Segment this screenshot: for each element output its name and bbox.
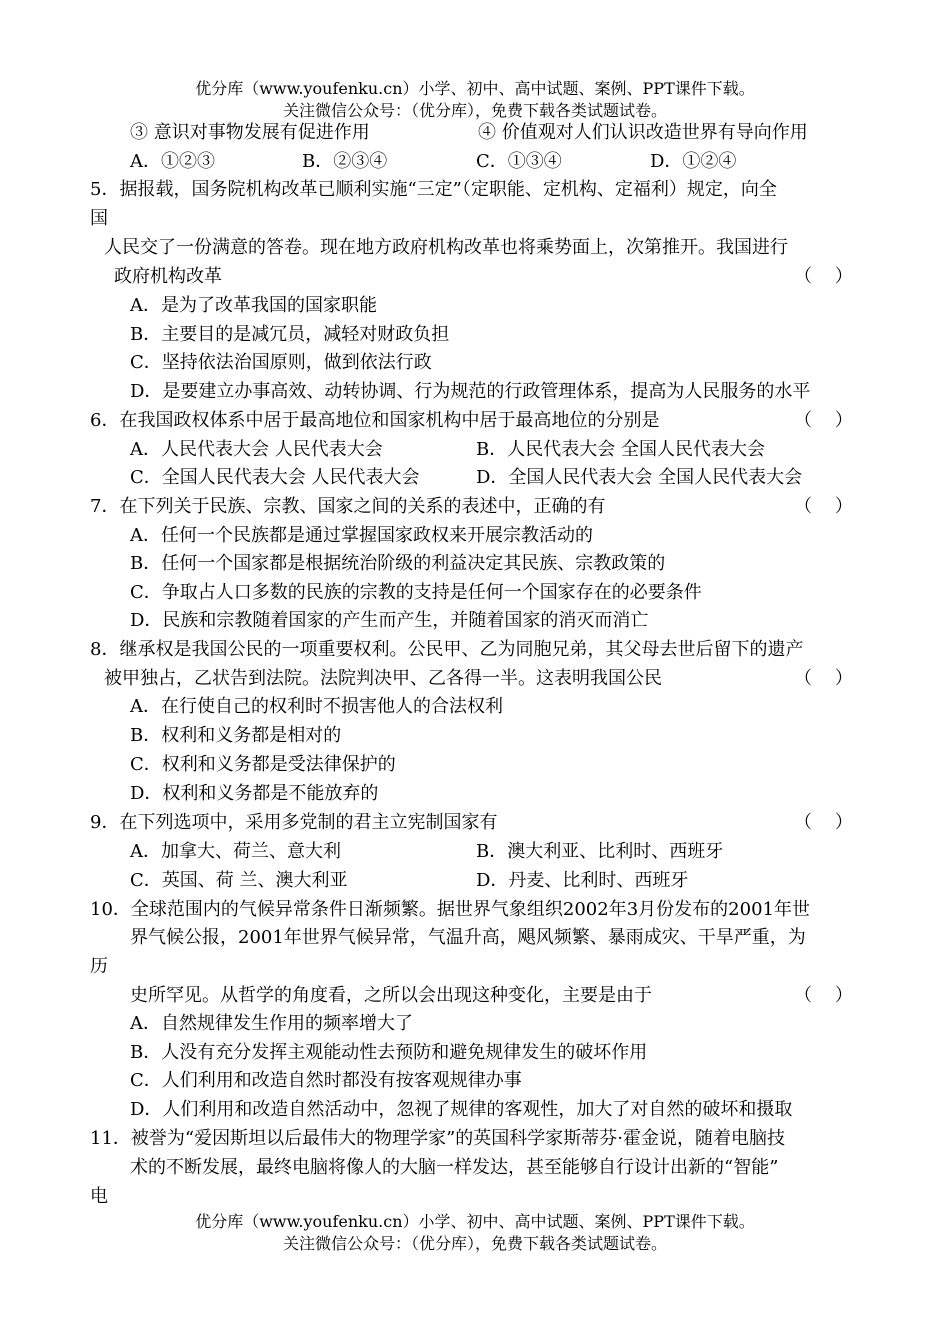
q4-choice-d: D．①②④ (650, 151, 737, 172)
q7-option-a: A．任何一个民族都是通过掌握国家政权来开展宗教活动的 (130, 525, 593, 546)
q4-choice-a: A．①②③ (130, 151, 215, 172)
q8-stem-line-1: 8．继承权是我国公民的一项重要权利。公民甲、乙为同胞兄弟，其父母去世后留下的遗产 (90, 639, 804, 660)
q7-option-b: B．任何一个国家都是根据统治阶级的利益决定其民族、宗教政策的 (130, 553, 666, 574)
q8-option-a: A．在行使自己的权利时不损害他人的合法权利 (130, 696, 503, 717)
q10-option-c: C．人们利用和改造自然时都没有按客观规律办事 (130, 1070, 522, 1091)
q6-option-d: D．全国人民代表大会 全国人民代表大会 (476, 467, 803, 488)
q8-answer-paren: （ ） (794, 668, 853, 689)
q9-option-b: B．澳大利亚、比利时、西班牙 (476, 841, 724, 862)
q9-option-a: A．加拿大、荷兰、意大利 (130, 841, 341, 862)
q5-stem-line-1: 5．据报载，国务院机构改革已顺利实施“三定”（定职能、定机构、定福利）规定，向全 (90, 179, 777, 200)
footer-line-2: 关注微信公众号：（优分库），免费下载各类试题试卷。 (282, 1234, 667, 1253)
q4-choice-b: B．②③④ (302, 151, 388, 172)
q6-option-a: A．人民代表大会 人民代表大会 (130, 439, 383, 460)
q11-stem-line-2b: 电 (90, 1186, 108, 1207)
q5-answer-paren: （ ） (794, 266, 853, 287)
q5-option-a: A．是为了改革我国的国家职能 (130, 295, 377, 316)
q6-answer-paren: （ ） (794, 410, 853, 431)
q5-option-c: C．坚持依法治国原则，做到依法行政 (130, 352, 432, 373)
q7-option-d: D．民族和宗教随着国家的产生而产生，并随着国家的消灭而消亡 (130, 610, 649, 631)
q10-stem-line-2b: 历 (90, 956, 108, 977)
q7-option-c: C．争取占人口多数的民族的宗教的支持是任何一个国家存在的必要条件 (130, 582, 702, 603)
q10-option-b: B．人没有充分发挥主观能动性去预防和避免规律发生的破坏作用 (130, 1042, 648, 1063)
q5-option-d: D．是要建立办事高效、动转协调、行为规范的行政管理体系，提高为人民服务的水平 (130, 381, 811, 402)
q8-option-d: D．权利和义务都是不能放弃的 (130, 783, 379, 804)
q8-option-b: B．权利和义务都是相对的 (130, 725, 342, 746)
header-line-1: 优分库（www.youfenku.cn）小学、初中、高中试题、案例、PPT课件下载。 (195, 79, 755, 98)
q5-option-b: B．主要目的是减冗员，减轻对财政负担 (130, 324, 450, 345)
q11-stem-line-2: 术的不断发展，最终电脑将像人的大脑一样发达，甚至能够自行设计出新的“智能” (130, 1157, 779, 1178)
q6-stem: 6．在我国政权体系中居于最高地位和国家机构中居于最高地位的分别是 (90, 410, 660, 431)
q6-option-b: B．人民代表大会 全国人民代表大会 (476, 439, 765, 460)
q10-stem-line-2: 界气候公报，2001年世界气候异常，气温升高，飓风频繁、暴雨成灾、干旱严重，为 (130, 927, 806, 948)
q4-option-4: ④ 价值观对人们认识改造世界有导向作用 (478, 122, 808, 143)
q5-stem-line-3: 政府机构改革 (114, 266, 222, 287)
q10-answer-paren: （ ） (794, 985, 853, 1006)
q9-option-d: D．丹麦、比利时、西班牙 (476, 870, 689, 891)
q5-stem-line-2: 人民交了一份满意的答卷。现在地方政府机构改革也将乘势面上，次第推开。我国进行 (104, 237, 788, 258)
q9-option-c: C．英国、荷 兰、澳大利亚 (130, 870, 348, 891)
q8-option-c: C．权利和义务都是受法律保护的 (130, 754, 396, 775)
q5-stem-line-1b: 国 (90, 208, 108, 229)
q10-stem-line-1: 10．全球范围内的气候异常条件日渐频繁。据世界气象组织2002年3月份发布的2001年世 (90, 899, 810, 920)
q7-stem: 7．在下列关于民族、宗教、国家之间的关系的表述中，正确的有 (90, 496, 606, 517)
q6-option-c: C．全国人民代表大会 人民代表大会 (130, 467, 420, 488)
footer-line-1: 优分库（www.youfenku.cn）小学、初中、高中试题、案例、PPT课件下载。 (195, 1212, 755, 1231)
header-line-2: 关注微信公众号：（优分库），免费下载各类试题试卷。 (282, 101, 667, 120)
q8-stem-line-2: 被甲独占，乙状告到法院。法院判决甲、乙各得一半。这表明我国公民 (104, 668, 662, 689)
q10-stem-line-3: 史所罕见。从哲学的角度看，之所以会出现这种变化，主要是由于 (130, 985, 652, 1006)
q9-answer-paren: （ ） (794, 812, 853, 833)
q9-stem: 9．在下列选项中，采用多党制的君主立宪制国家有 (90, 812, 498, 833)
q10-option-d: D．人们利用和改造自然活动中，忽视了规律的客观性，加大了对自然的破坏和摄取 (130, 1099, 793, 1120)
q10-option-a: A．自然规律发生作用的频率增大了 (130, 1013, 413, 1034)
q4-choice-c: C．①③④ (476, 151, 562, 172)
q11-stem-line-1: 11．被誉为“爱因斯坦以后最伟大的物理学家”的英国科学家斯蒂芬·霍金说，随着电脑技 (90, 1128, 786, 1149)
q4-option-3: ③ 意识对事物发展有促进作用 (130, 122, 370, 143)
q7-answer-paren: （ ） (794, 496, 853, 517)
